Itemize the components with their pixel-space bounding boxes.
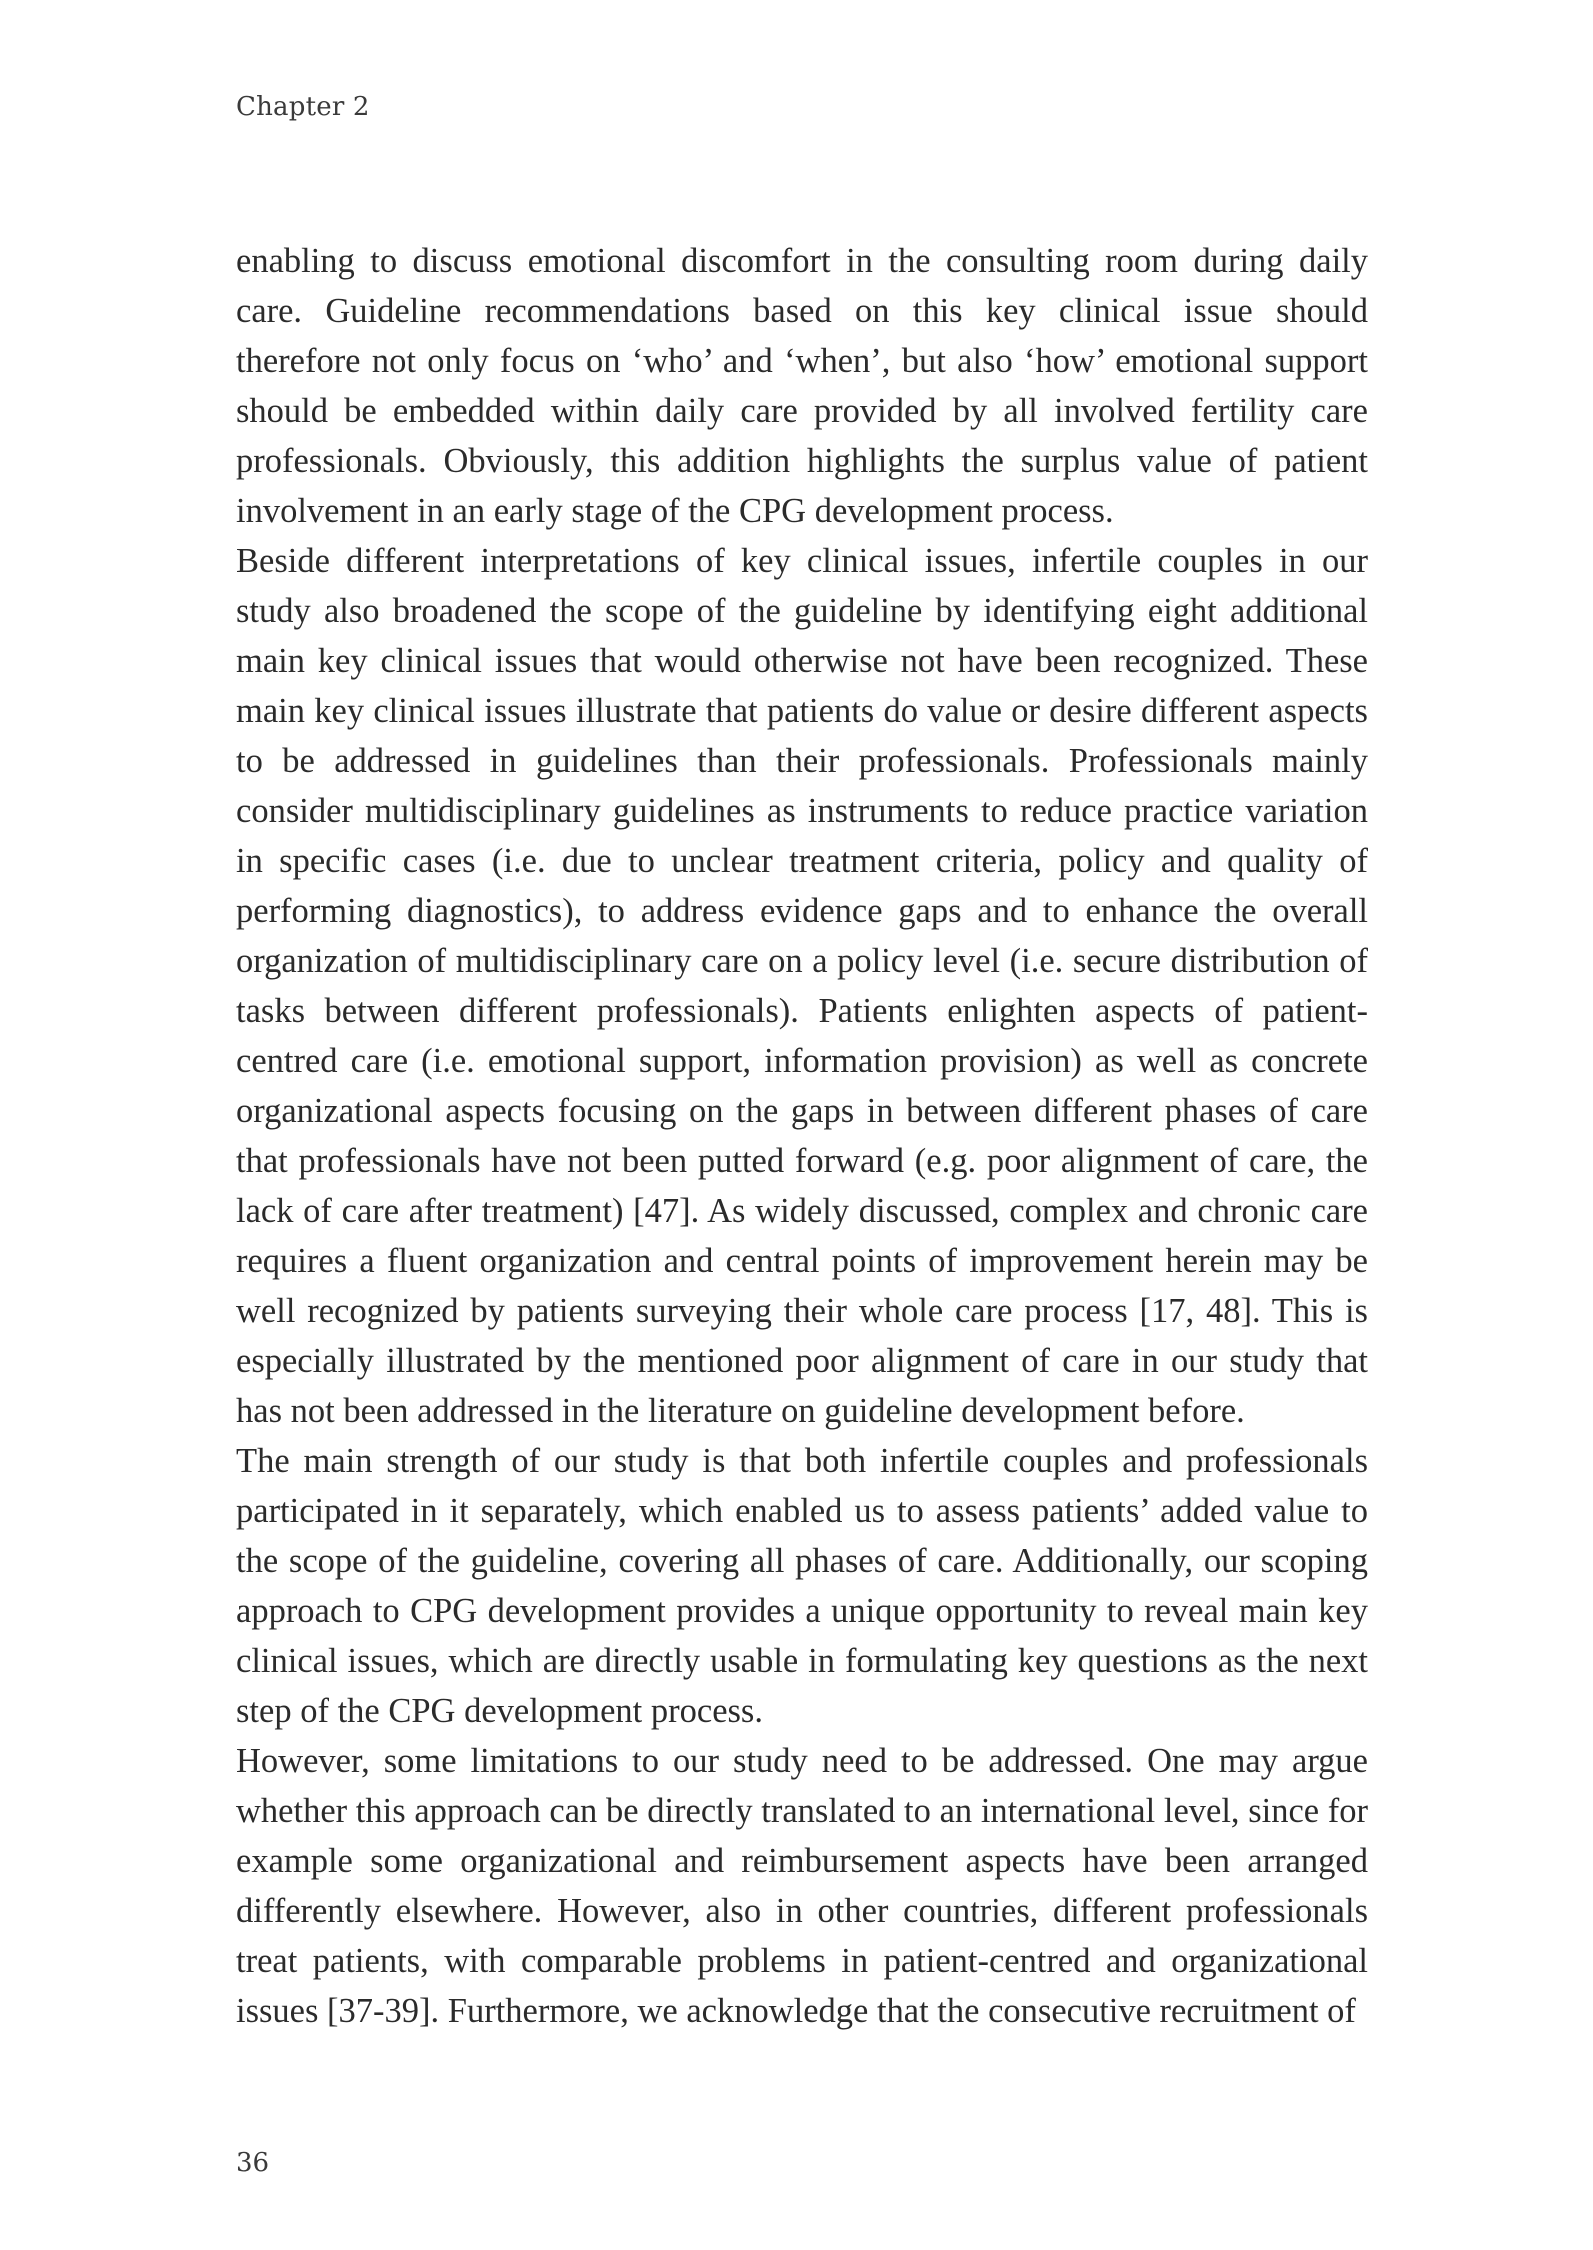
paragraph: enabling to discuss emotional discomfort in the consulting room during daily care. Guideline recommendations based on this key clinical issue should therefore not only focus on ‘who’ and ‘when’, but also ‘how’ emotional support should be embedded within daily care provided by all involved fertility care professionals. Obviously, this addition highlights the surplus value of patient involvement in an early stage of the CPG development process. (236, 242, 1368, 530)
paragraph: The main strength of our study is that both infertile couples and professionals participated in it separately, which enabled us to assess patients’ added value to the scope of the guideline, covering all phases of care. Additionally, our scoping approach to CPG development provides a unique opportunity to reveal main key clinical issues, which are directly usable in formulating key questions as the next step of the CPG development process. (236, 1442, 1368, 1730)
page-number: 36 (236, 2148, 270, 2178)
running-header: Chapter 2 (236, 92, 370, 122)
body-text (236, 236, 1368, 2036)
paragraph: However, some limitations to our study need to be addressed. One may argue whether this approach can be directly translated to an international level, since for example some organizational and reimbursement aspects have been arranged differently elsewhere. However, also in other countries, different professionals treat patients, with comparable problems in patient-centred and organizational issues [37-39]. Furthermore, we acknowledge that the consecutive recruitment of (236, 1742, 1368, 2030)
paragraph: Beside different interpretations of key clinical issues, infertile couples in our study also broadened the scope of the guideline by identifying eight additional main key clinical issues that would otherwise not have been recognized. These main key clinical issues illustrate that patients do value or desire different aspects to be addressed in guidelines than their professionals. Professionals mainly consider multidisciplinary guidelines as instruments to reduce practice variation in specific cases (i.e. due to unclear treatment criteria, policy and quality of performing diagnostics), to address evidence gaps and to enhance the overall organization of multidisciplinary care on a policy level (i.e. secure distribution of tasks between different professionals). Patients enlighten aspects of patient-centred care (i.e. emotional support, information provision) as well as concrete organizational aspects focusing on the gaps in between different phases of care that professionals have not been putted forward (e.g. poor alignment of care, the lack of care after treatment) [47]. As widely discussed, complex and chronic care requires a fluent organization and central points of improvement herein may be well recognized by patients surveying their whole care process [17, 48]. This is especially illustrated by the mentioned poor alignment of care in our study that has not been addressed in the literature on guideline development before. (236, 542, 1368, 1430)
